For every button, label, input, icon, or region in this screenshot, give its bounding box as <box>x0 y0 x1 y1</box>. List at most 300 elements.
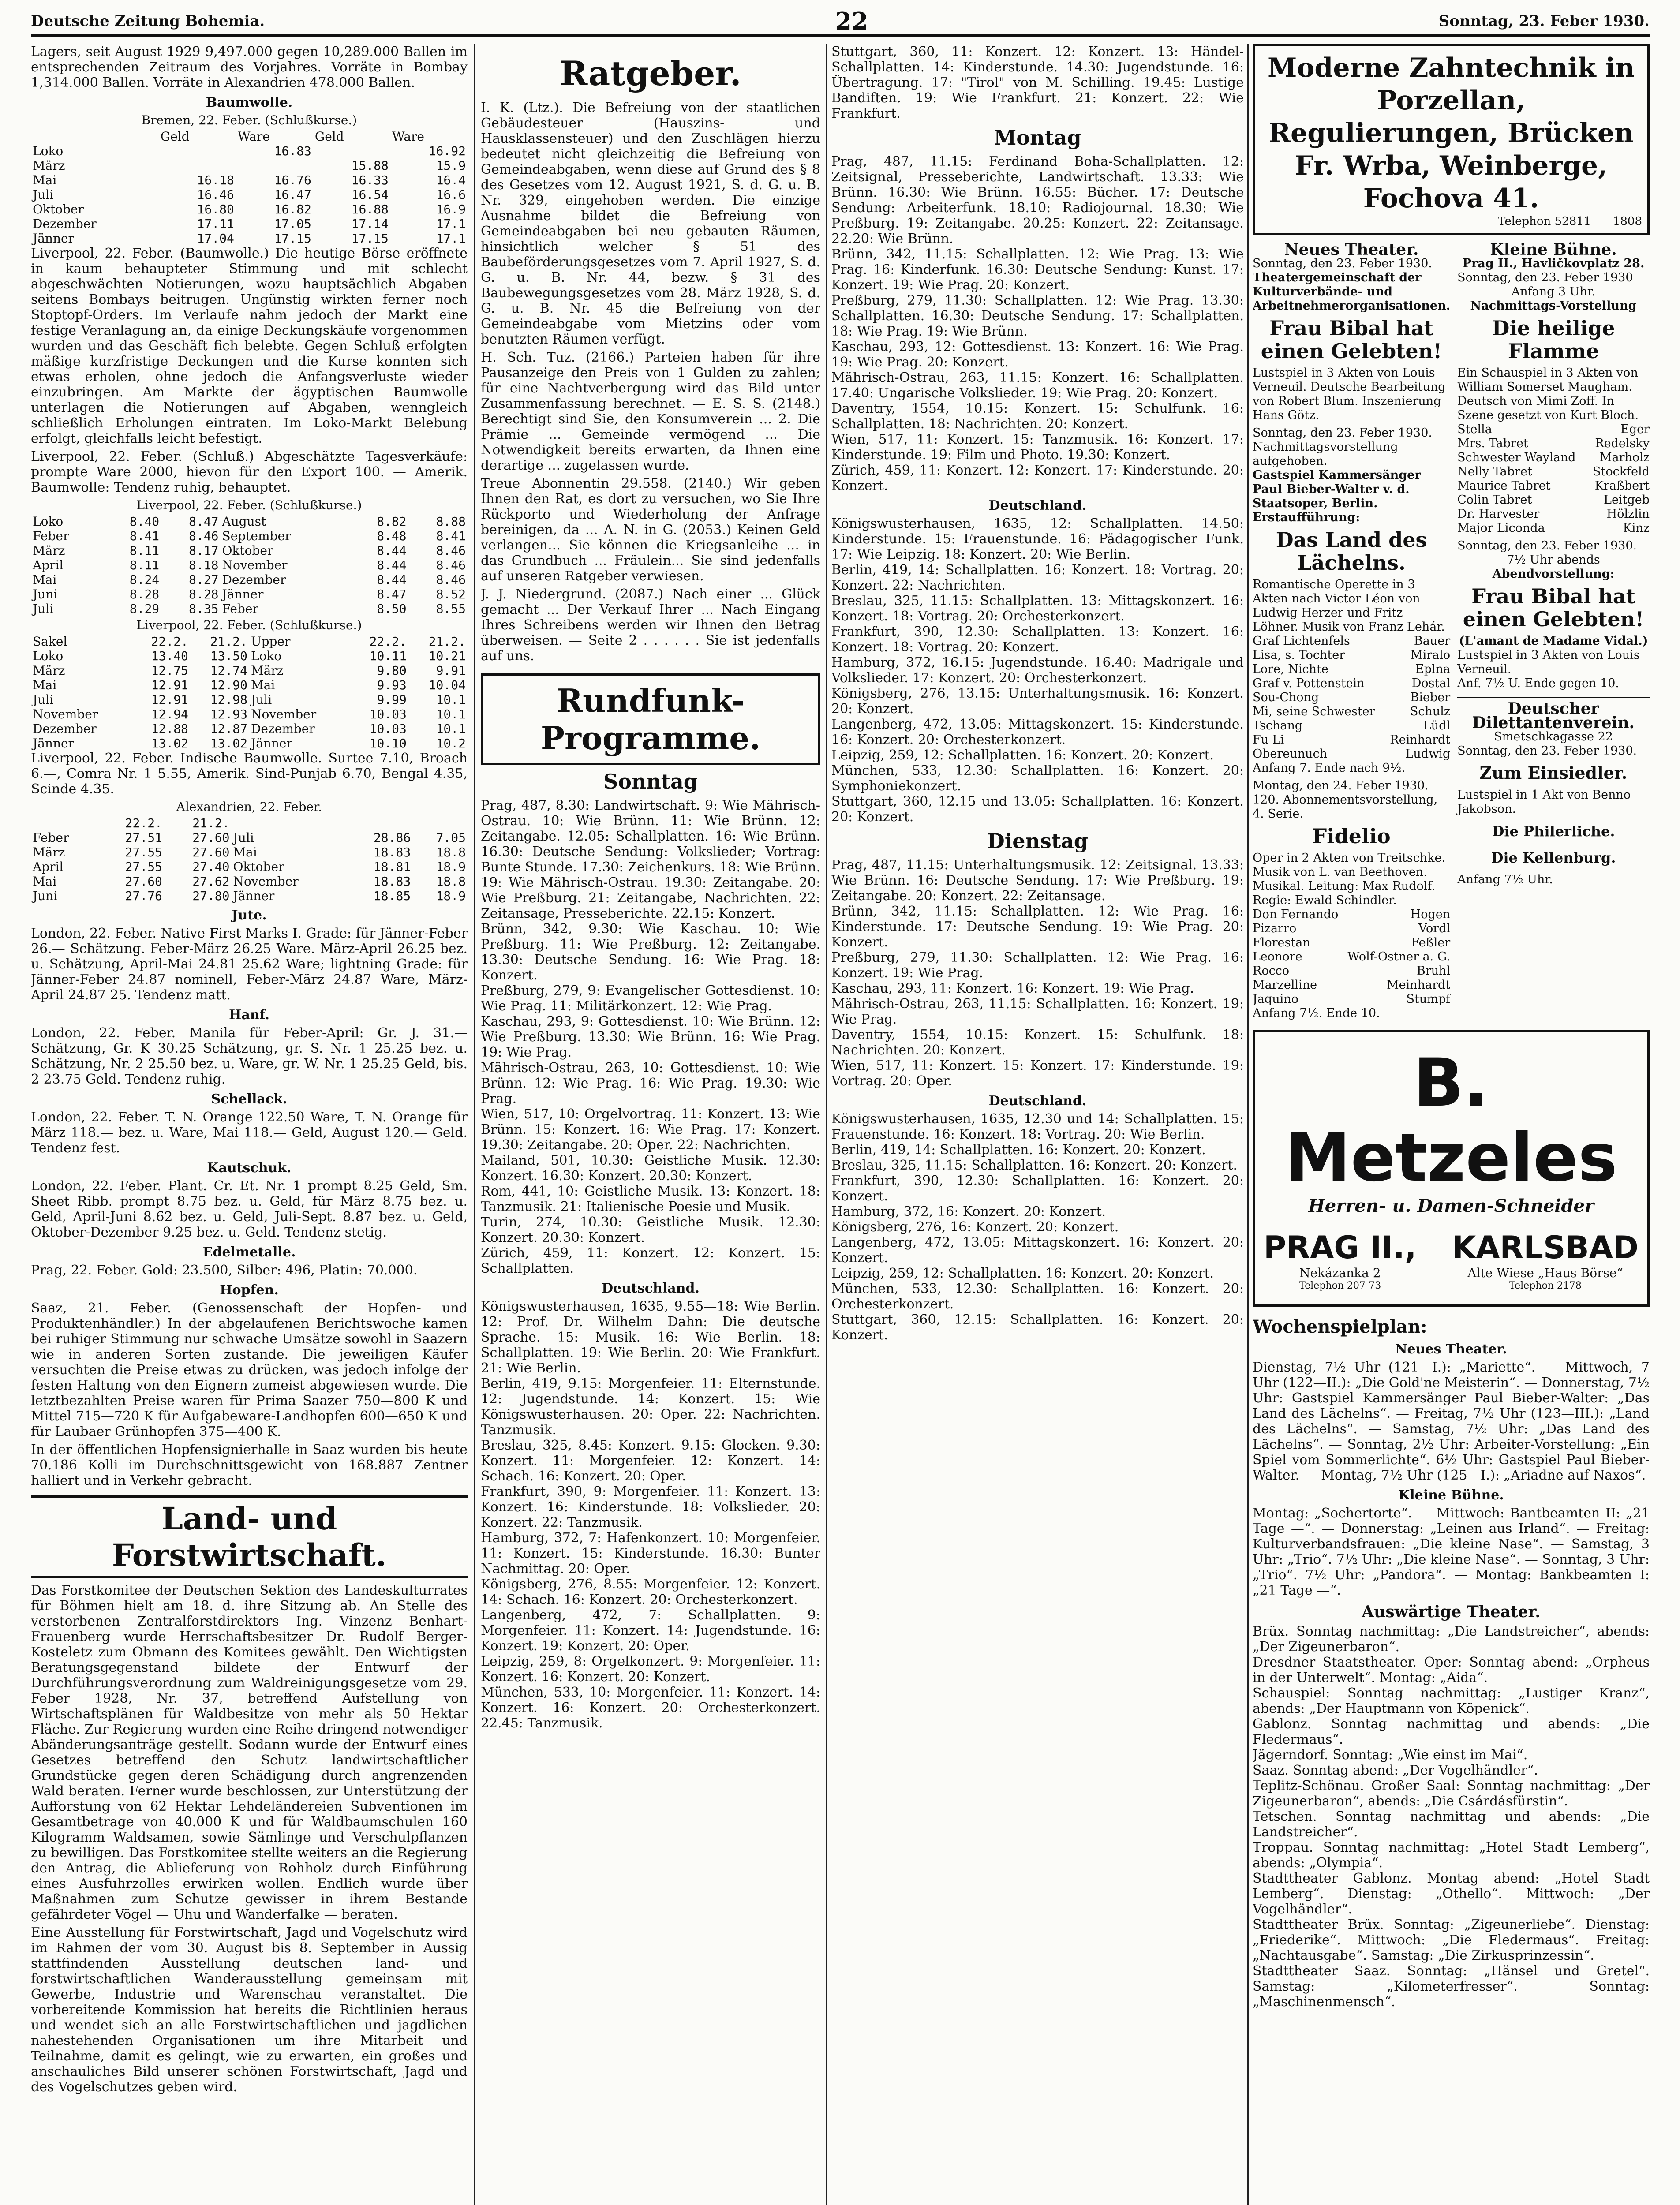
section-title-hanf: Hanf. <box>229 1007 269 1023</box>
section-title-kautschuk: Kautschuk. <box>207 1160 292 1176</box>
role-name: Rocco <box>1253 964 1290 978</box>
actor-name: Kraßbert <box>1594 479 1650 493</box>
table-cell: Jänner <box>233 889 275 903</box>
cast-row <box>1253 747 1450 761</box>
table-cell: 8.41 <box>436 529 466 543</box>
table-cell: 12.98 <box>210 692 247 707</box>
cast-row <box>1253 705 1450 719</box>
table-cell: 27.62 <box>192 874 230 889</box>
table-cell: Loko <box>33 514 64 529</box>
table-cell: August <box>222 514 266 529</box>
table-cell <box>31 816 97 830</box>
cast-row <box>1253 719 1450 733</box>
table-cell: 16.18 <box>197 173 234 187</box>
actor-name: Vordl <box>1418 922 1451 935</box>
table-cell: Mai <box>33 874 57 889</box>
day-heading-sonntag: Sonntag <box>603 770 698 793</box>
evening-time: 7½ Uhr abends <box>1507 553 1600 567</box>
table-cell: Dezember <box>251 721 315 736</box>
actor-name: Wolf-Ostner a. G. <box>1347 950 1451 964</box>
table-cell <box>31 129 159 144</box>
table-cell: 16.4 <box>436 173 466 187</box>
dilettanten-address: Smetschkagasse 22 <box>1494 730 1613 744</box>
program-montag: Prag, 487, 11.15: Ferdinand Boha-Schallplatten. 12: Zeitsignal, Presseberichte, Landwirtschaft. 13.33: Wie Brünn. 16.30: Wie Brünn. 16.55: Bücher. 17: Deutsche Sendung: Arbeiterfunk. 18.10: Radiojournal. 18.30: Wie Preßburg. 19: Zeitangabe. 20.25: Konzert. 22: Zeitansage. 22.20: Wie Brünn. Brünn, 342, 11.15: Schallplatten. 12: Wie Prag. 13: Wie Prag. 16: Kinderfunk. 16.30: Deutsche Sendung: Kunst. 17: Konzert. 19: Wie Prag. 20: Konzert. Preßburg, 279, 11.30: Schallplatten. 12: Wie Prag. 13.30: Schallplatten. 16.30: Deutsche Sendung. 17: Schallplatten. 18: Wie Prag. 19: Wie Brünn. Kaschau, 293, 12: Gottesdienst. 13: Konzert. 16: Wie Prag. 19: Wie Prag. 20: Konzert. Mährisch-Ostrau, 263, 11.15: Konzert. 16: Schallplatten. 17.40: Ungarische Volkslieder. 19: Wie Prag. 20: Konzert. Daventry, 1554, 10.15: Konzert. 15: Schulfunk. 16: Schallplatten. 18: Nachrichten. 20: Konzert. Wien, 517, 11: Konzert. 15: Tanzmusik. 16: Konzert. 17: Kinderstunde. 19: Film und Photo. 19.30: Konzert. Zürich, 459, 11: Konzert. 12: Konzert. 17: Kinderstunde. 20: Konzert. <box>831 154 1244 493</box>
column-rundfunk <box>831 44 1244 1345</box>
day-heading-montag: Montag <box>994 126 1081 149</box>
table-cell: September <box>222 529 291 543</box>
deutschland-heading: Deutschland. <box>602 1281 700 1296</box>
program-dienstag: Prag, 487, 11.15: Unterhaltungsmusik. 12: Zeitsignal. 13.33: Wie Brünn. 16: Deutsche Sendung. 17: Wie Preßburg. 19: Zeitangabe. 20: Konzert. 22: Zeitansage. Brünn, 342, 11.15: Schallplatten. 12: Wie Prag. 16: Kinderstunde. 17: Deutsche Sendung. 19: Wie Prag. 20: Konzert. Preßburg, 279, 11.30: Schallplatten. 12: Wie Prag. 16: Konzert. 19: Wie Prag. Kaschau, 293, 11: Konzert. 16: Konzert. 19: Wie Prag. Mährisch-Ostrau, 263, 11.15: Schallplatten. 16: Konzert. 19: Wie Prag. Daventry, 1554, 10.15: Konzert. 15: Schulfunk. 18: Nachrichten. 20: Konzert. Wien, 517, 11: Konzert. 15: Konzert. 17: Kinderstunde. 19: Vortrag. 20: Oper. <box>831 857 1244 1089</box>
actor-name: Lüdl <box>1423 719 1451 733</box>
liverpool-table <box>31 514 468 616</box>
column-rule <box>1247 44 1249 2205</box>
role-name: Leonore <box>1253 950 1302 964</box>
cast-row <box>1253 964 1450 978</box>
table-cell: Ware <box>392 129 424 144</box>
role-name: Dr. Harvester <box>1457 507 1540 521</box>
dilettanten-start: Anfang 7½ Uhr. <box>1457 873 1553 886</box>
actor-name: Miralo <box>1410 648 1451 662</box>
role-name: Pizarro <box>1253 922 1297 935</box>
table-row <box>31 572 468 587</box>
play-description-2: Lustspiel in 3 Akten von Louis Verneuil. <box>1457 648 1640 676</box>
liverpool-indian: Liverpool, 22. Feber. Indische Baumwolle. Surtee 7.10, Broach 6.—, Comra Nr. 1 5.55, Amerik. Sind-Punjab 6.70, Bengal 4.35, Scinde 4.35. <box>31 751 468 797</box>
actor-name: Bieber <box>1410 691 1451 704</box>
table-cell: 16.9 <box>436 202 466 217</box>
table-cell: 22.2. <box>151 634 188 649</box>
program-dienstag-deutschland: Königswusterhausen, 1635, 12.30 und 14: Schallplatten. 15: Frauenstunde. 16: Konzert. 18: Vortrag. 20: Wie Berlin. Berlin, 419, 14: Schallplatten. 16: Konzert. 20: Konzert. Breslau, 325, 11.15: Schallplatten. 16: Konzert. 20: Konzert. Frankfurt, 390, 12.30: Schallplatten. 16: Konzert. 20: Konzert. Hamburg, 372, 16: Konzert. 20: Konzert. Königsberg, 276, 16: Konzert. 20: Konzert. Langenberg, 472, 13.05: Mittagskonzert. 16: Konzert. 20: Konzert. Leipzig, 259, 12: Schallplatten. 16: Konzert. 20: Konzert. München, 533, 12.30: Schallplatten. 16: Konzert. 20: Orchesterkonzert. Stuttgart, 360, 12.15: Schallplatten. 16: Konzert. 20: Konzert. <box>831 1111 1244 1343</box>
cast-row <box>1457 422 1650 437</box>
table-cell: Juli <box>233 830 254 845</box>
neues-theater-heading: Neues Theater. <box>1395 1342 1507 1357</box>
newspaper-name: Deutsche Zeitung Bohemia. <box>31 12 265 30</box>
cast-row <box>1457 521 1650 535</box>
ad-metzeles-prag <box>1264 1230 1416 1291</box>
theater-address: Prag II., Havličkovplatz 28. <box>1462 257 1645 270</box>
table-cell: Mai <box>33 572 57 587</box>
table-cell: 8.82 <box>377 514 407 529</box>
table-cell: Juli <box>251 692 272 707</box>
kleine-buehne-heading: Kleine Bühne. <box>1398 1487 1504 1503</box>
table-cell: 10.1 <box>436 721 466 736</box>
table-cell: 8.28 <box>129 587 160 602</box>
program-stuttgart: Stuttgart, 360, 11: Konzert. 12: Konzert. 13: Händel-Schallplatten. 14: Kinderstunde. 14.30: Jugendstunde. 16: Übertragung. 17: "Tirol" von M. Schilling. 19.45: Lustige Bandiften. 19: Wie Frankfurt. 21: Konzert. 22: Wie Frankfurt. <box>831 44 1244 121</box>
table-cell: 16.83 <box>274 144 311 158</box>
rundfunk-title: Rundfunk-Programme. <box>540 682 761 757</box>
table-cell: 28.86 <box>373 830 411 845</box>
cast-row <box>1253 691 1450 705</box>
bremen-heading: Bremen, 22. Feber. (Schlußkurse.) <box>141 113 357 127</box>
ad-metzeles-brand: B. Metzeles <box>1284 1045 1618 1196</box>
ad-zahntechnik-code: 1808 <box>1613 215 1642 228</box>
cast-row <box>1457 451 1650 465</box>
role-name: Lisa, s. Tochter <box>1253 648 1345 662</box>
table-cell <box>236 158 313 173</box>
cast-row <box>1253 676 1450 691</box>
program-sonntag-deutschland: Königswusterhausen, 1635, 9.55—18: Wie Berlin. 12: Prof. Dr. Wilhelm Dahn: Die deutsche Sprache. 15: Musik. 16: Wie Berlin. 18: Schallplatten. 19: Wie Berlin. 20: Wie Frankfurt. 21: Wie Berlin. Berlin, 419, 9.15: Morgenfeier. 11: Elternstunde. 12: Jugendstunde. 14: Konzert. 15: Wie Königswusterhausen. 20: Oper. 22: Nachrichten. Tanzmusik. Breslau, 325, 8.45: Konzert. 9.15: Glocken. 9.30: Konzert. 11: Morgenfeier. 12: Konzert. 14: Schach. 16: Konzert. 20: Oper. Frankfurt, 390, 9: Morgenfeier. 11: Konzert. 13: Konzert. 16: Kinderstunde. 18: Volkslieder. 20: Konzert. 22: Tanzmusik. Hamburg, 372, 7: Hafenkonzert. 10: Morgenfeier. 11: Konzert. 15: Kinderstunde. 16.30: Bunter Nachmittag. 20: Oper. Königsberg, 276, 8.55: Morgenfeier. 12: Konzert. 14: Schach. 16: Konzert. 20: Orchesterkonzert. Langenberg, 472, 7: Schallplatten. 9: Morgenfeier. 11: Konzert. 14: Jugendstunde. 16: Konzert. 19: Konzert. 20: Oper. Leipzig, 259, 8: Orgelkonzert. 9: Morgenfeier. 11: Konzert. 16: Konzert. 20: Konzert. München, 533, 10: Morgenfeier. 11: Konzert. 14: Konzert. 16: Konzert. 20: Orchesterkonzert. 22.45: Tanzmusik. <box>481 1299 820 1731</box>
theater-note-3: 120. Abonnementsvorstellung, 4. Serie. <box>1253 793 1438 821</box>
section-title-hopfen: Hopfen. <box>220 1282 279 1298</box>
table-cell: Dezember <box>33 217 97 231</box>
table-cell: 8.46 <box>436 543 466 558</box>
cast-row <box>1253 922 1450 936</box>
section-title-jute: Jute. <box>232 908 267 923</box>
play-title: Frau Bibal hat einen Gelebten! <box>1261 316 1442 363</box>
table-cell: 21.2. <box>428 634 466 649</box>
table-cell: 18.8 <box>436 874 466 889</box>
section-title-schellack: Schellack. <box>211 1091 288 1107</box>
table-row <box>31 217 468 231</box>
table-cell: November <box>233 874 299 889</box>
page-number: 22 <box>835 7 868 35</box>
table-cell: März <box>33 158 65 173</box>
table-cell: 12.90 <box>210 678 247 692</box>
section-title-baumwolle: Baumwolle. <box>206 95 293 110</box>
role-name: Maurice Tabret <box>1457 479 1551 493</box>
role-name: Major Liconda <box>1457 521 1545 535</box>
table-cell: 13.02 <box>210 736 247 751</box>
table-row <box>31 202 468 217</box>
cast-list-3 <box>1253 908 1450 1006</box>
table-row <box>31 187 468 202</box>
table-cell: 15.88 <box>351 158 389 173</box>
section-title-edelmetalle: Edelmetalle. <box>202 1245 296 1260</box>
table-cell: 27.51 <box>125 830 162 845</box>
start-time: Anfang 3 Uhr. <box>1511 285 1596 299</box>
table-cell: 18.8 <box>436 845 466 860</box>
table-cell: 16.46 <box>197 187 234 202</box>
column-theater <box>1253 44 1650 2012</box>
ratgeber-entry-2: H. Sch. Tuz. (2166.) Parteien haben für ihre Pausanzeige den Preis von 1 Gulden zu zahlen; für eine Nachtverbergung wird das Bild unter Zusammenfassung berechnet. — E. S. S. (2148.) Berechtigt sind Sie, den Konsumverein ... 2. Die Prämie ... Gemeinde vermögend ... Die Notwendigkeit bereits erwarten, da Ihnen eine derartige ... zugelassen wurde. <box>481 350 820 473</box>
alexandria-table <box>31 816 468 903</box>
theater-info: Theatergemeinschaft der Kulturverbände- und Arbeitnehmerorganisationen. <box>1253 271 1451 313</box>
play-times: Anfang 7. Ende nach 9½. <box>1253 761 1406 775</box>
table-cell: 17.04 <box>197 231 234 246</box>
table-cell: 16.92 <box>428 144 466 158</box>
play-description-3: Oper in 2 Akten von Treitschke. Musik von L. van Beethoven. Musikal. Leitung: Max Rudolf. Regie: Ewald Schindler. <box>1253 851 1446 907</box>
table-cell: 21.2. <box>210 634 247 649</box>
table-cell: 16.88 <box>351 202 389 217</box>
abend-label: Abendvorstellung: <box>1492 567 1615 581</box>
table-row <box>31 707 468 721</box>
deutschland-heading-3: Deutschland. <box>988 1093 1087 1109</box>
column-rule <box>474 44 475 2205</box>
cast-row <box>1457 507 1650 521</box>
cast-row <box>1457 465 1650 479</box>
table-cell: November <box>251 707 317 721</box>
ad-metzeles-karlsbad <box>1452 1230 1639 1291</box>
table-cell: 18.83 <box>373 874 411 889</box>
table-row <box>31 129 468 144</box>
table-cell: Juni <box>33 587 58 602</box>
table-cell: März <box>251 663 284 678</box>
column-ratgeber <box>481 44 820 1734</box>
table-cell: März <box>33 663 65 678</box>
table-row <box>31 587 468 602</box>
actor-name: Reinhardt <box>1390 733 1451 747</box>
dilettanten-play-3: Die Kellenburg. <box>1491 849 1616 866</box>
table-row <box>31 514 468 529</box>
table-cell: Jänner <box>33 231 74 246</box>
table-cell: 12.87 <box>210 721 247 736</box>
table-cell: 10.03 <box>369 721 407 736</box>
table-cell: 8.88 <box>436 514 466 529</box>
edelmetalle-report: Prag, 22. Feber. Gold: 23.500, Silber: 496, Platin: 70.000. <box>31 1263 418 1278</box>
table-cell: 27.60 <box>192 845 230 860</box>
table-cell: 10.10 <box>369 736 407 751</box>
theater-date-2: Sonntag, den 23. Feber 1930. <box>1457 539 1637 553</box>
table-cell: Mai <box>33 173 57 187</box>
gastspiel-info: Gastspiel Kammersänger Paul Bieber-Walter v. d. Staatsoper, Berlin. <box>1253 468 1421 510</box>
theater-kleine-buehne <box>1457 240 1650 1020</box>
role-name: Lore, Nichte <box>1253 662 1328 676</box>
table-row <box>31 721 468 736</box>
table-cell: 27.76 <box>125 889 162 903</box>
dilettanten-block <box>1457 697 1650 887</box>
table-cell: 16.80 <box>197 202 234 217</box>
table-cell: 16.76 <box>274 173 311 187</box>
table-row <box>31 173 468 187</box>
actor-name: Hölzlin <box>1606 507 1650 521</box>
section-title-land-forst: Land- und Forstwirtschaft. <box>31 1495 468 1578</box>
theater-listings <box>1253 240 1650 1020</box>
table-cell: 8.47 <box>189 514 219 529</box>
table-cell: 8.11 <box>129 543 160 558</box>
day-heading-dienstag: Dienstag <box>987 829 1089 853</box>
theater-date-2: Sonntag, den 23. Feber 1930. <box>1253 426 1432 440</box>
table-row <box>31 692 468 707</box>
table-cell: 16.82 <box>274 202 311 217</box>
table-cell: Geld <box>160 129 190 144</box>
role-name: Sou-Chong <box>1253 691 1319 704</box>
table-cell: 9.91 <box>436 663 466 678</box>
table-cell: 21.2. <box>192 816 230 830</box>
table-cell: 17.15 <box>351 231 389 246</box>
ad-zahntechnik-phone: Telephon 52811 <box>1498 215 1591 228</box>
table-cell: Sakel <box>33 634 67 649</box>
actor-name: Kinz <box>1623 521 1650 535</box>
cast-row <box>1457 493 1650 507</box>
table-cell: 8.46 <box>189 529 219 543</box>
table-cell: 16.47 <box>274 187 311 202</box>
cast-row <box>1457 437 1650 451</box>
table-cell: 15.9 <box>436 158 466 173</box>
dilettanten-date: Sonntag, den 23. Feber 1930. <box>1457 744 1637 758</box>
table-cell: 9.93 <box>377 678 407 692</box>
table-cell: 8.40 <box>129 514 160 529</box>
wochenspielplan-kleine: Montag: „Sochertorte“. — Mittwoch: Bantbeamten II: „21 Tage —“. — Donnerstag: „Leinen aus Irland“. — Freitag: Kulturverbandsfrauen: „Die kleine Nase“. — Samstag, 3 Uhr: „Trio“. 7½ Uhr: „Die kleine Nase“. — Sonntag, 3 Uhr: „Trio“. 7½ Uhr: „Pandora“. — Montag: Bankbeamten I: „21 Tage —“. <box>1253 1506 1650 1598</box>
address-prag: Nekázanka 2 <box>1299 1266 1381 1280</box>
ad-zahntechnik-footer <box>1260 215 1642 228</box>
table-row <box>31 602 468 616</box>
market-intro: Lagers, seit August 1929 9,497.000 gegen 10,289.000 Ballen im entsprechenden Zeitraum des Vorjahres. Vorräte in Bombay 1,314.000 Ballen. Vorräte in Alexandrien 478.000 Ballen. <box>31 44 468 90</box>
hopfen-report-2: In der öffentlichen Hopfensignierhalle in Saaz wurden bis heute 70.186 Kolli im Durchschnittsgewicht von 168.887 Zentner halliert und in Verkehr gebracht. <box>31 1442 468 1488</box>
table-cell: 12.93 <box>210 707 247 721</box>
liverpool-heading-2: Liverpool, 22. Feber. (Schlußkurse.) <box>136 618 362 632</box>
table-cell: 18.85 <box>373 889 411 903</box>
deutschland-heading-2: Deutschland. <box>988 498 1087 513</box>
actor-name: Bruhl <box>1416 964 1451 978</box>
issue-date: Sonntag, 23. Feber 1930. <box>1438 12 1650 30</box>
table-cell: 12.91 <box>151 692 188 707</box>
cast-row <box>1253 648 1450 662</box>
page-header <box>31 8 1650 37</box>
table-cell: 7.05 <box>436 830 466 845</box>
actor-name: Leitgeb <box>1604 493 1650 507</box>
table-cell: 8.44 <box>377 543 407 558</box>
liverpool-closing: Liverpool, 22. Feber. (Schluß.) Abgeschätzte Tagesverkäufe: prompte Ware 2000, hievon für den Export 100. — Amerik. Baumwolle: Tendenz ruhig, behauptet. <box>31 449 468 495</box>
play-times-2: Anf. 7½ U. Ende gegen 10. <box>1457 676 1619 690</box>
play-times-3: Anfang 7½. Ende 10. <box>1253 1006 1380 1020</box>
table-cell: Mai <box>251 678 275 692</box>
table-cell: 13.02 <box>151 736 188 751</box>
table-cell: Juli <box>33 692 54 707</box>
cast-row <box>1253 936 1450 950</box>
role-name: Fu Li <box>1253 733 1284 747</box>
table-cell: Feber <box>222 602 258 616</box>
table-cell: Jänner <box>222 587 264 602</box>
table-row <box>31 649 468 663</box>
table-cell: 10.2 <box>436 736 466 751</box>
table-cell: März <box>33 543 65 558</box>
table-cell: 12.88 <box>151 721 188 736</box>
actor-name: Dostal <box>1411 676 1451 690</box>
table-cell: 17.11 <box>197 217 234 231</box>
theater-neues <box>1253 240 1451 1020</box>
table-row <box>31 889 468 903</box>
ad-zahntechnik <box>1253 44 1650 235</box>
table-row <box>31 529 468 543</box>
cast-row <box>1253 908 1450 922</box>
role-name: Obereunuch <box>1253 747 1327 761</box>
role-name: Graf Lichtenfels <box>1253 634 1350 648</box>
actor-name: Eplna <box>1415 662 1451 676</box>
table-cell: 13.40 <box>151 649 188 663</box>
table-cell: Oktober <box>222 543 273 558</box>
table-cell: 10.11 <box>369 649 407 663</box>
table-cell: November <box>33 707 98 721</box>
auswaertige-title: Auswärtige Theater. <box>1362 1603 1541 1621</box>
table-cell: 10.04 <box>428 678 466 692</box>
play-description: Ein Schauspiel in 3 Akten von William Somerset Maugham. Deutsch von Mimi Zoff. In Szene gesetzt von Kurt Bloch. <box>1457 366 1639 422</box>
table-cell <box>159 144 236 158</box>
table-cell: 17.05 <box>274 217 311 231</box>
cast-list <box>1457 422 1650 535</box>
dilettanten-play: Zum Einsiedler. <box>1479 763 1628 783</box>
table-cell: 13.50 <box>210 649 247 663</box>
table-cell: 27.55 <box>125 860 162 874</box>
role-name: Colin Tabret <box>1457 493 1532 507</box>
land-article-2: Eine Ausstellung für Forstwirtschaft, Jagd und Vogelschutz wird im Rahmen der vom 30. August bis 8. September in Aussig stattfindenden Ausstellung deutschen land- und forstwirtschaftlichen Wanderausstellung gemeinsam mit Gewerbe, Industrie und Warenschau veranstaltet. Die vorbereitende Kommission hat bereits die Richtlinien heraus und wendet sich an alle Forstwirtschaftlichen und jagdlichen nahestehenden Organisationen um ihre Mitarbeit und Teilnahme, damit es gelingt, wie zu erwarten, ein großes und anschauliches Bild unserer schönen Forstwirtschaft, Jagd und des Vogelschutzes geben wird. <box>31 1925 468 2095</box>
table-cell: Dezember <box>222 572 286 587</box>
table-row <box>31 845 468 860</box>
table-cell: Feber <box>33 830 69 845</box>
liverpool-heading: Liverpool, 22. Feber. (Schlußkurse.) <box>136 498 362 512</box>
table-cell: 27.60 <box>192 830 230 845</box>
column-rule <box>826 44 827 2205</box>
erstauffuehrung-label: Erstaufführung: <box>1253 511 1360 524</box>
theater-name: Neues Theater. <box>1284 240 1419 259</box>
actor-name: Feßler <box>1411 936 1451 949</box>
role-name: Marzelline <box>1253 978 1317 992</box>
ratgeber-entry-3: Treue Abonnentin 29.558. (2140.) Wir geben Ihnen den Rat, es dort zu versuchen, wo Sie Ihre Rückporto und Wiederholung der Anfrage bereinigen, da ... A. N. in G. (2053.) Keinen Geld verlangen... Sie können die Kriegsanleihe ... in das Grundbuch ... Fräulein... Sie sind jedenfalls auf unseren Ratgeber verwiesen. <box>481 476 820 584</box>
table-row <box>31 158 468 173</box>
ratgeber-entry-1: I. K. (Ltz.). Die Befreiung von der staatlichen Gebäudesteuer (Hauszins- und Hausklassensteuer) und den Zuschlägen hierzu bedeutet nicht gleichzeitig die Befreiung von Gemeindeabgaben, wenn diese auf Grund des § 8 des Gesetzes vom 12. August 1921, S. d. G. u. B. Nr. 329, eingehoben werden. Die einzige Ausnahme bildet die Befreiung von Gemeindeabgaben bei neu gebauten Räumen, hinsichtlich welcher § 51 des Baubeförderungsgesetzes vom 7. April 1927, S. d. G. u. B. Nr. 44, bezw. § 31 des Baubewegungsgesetzes vom 28. März 1928, S. d. G. u. B. Nr. 45 die Befreiung von der Gemeindeabgabe vom Mietzins oder vom benutzten Räumen verfügt. <box>481 100 820 347</box>
auswaertige-listing: Brüx. Sonntag nachmittag: „Die Landstreicher“, abends: „Der Zigeunerbaron“. Dresdner Staatstheater. Oper: Sonntag abend: „Orpheus in der Unterwelt“. Montag: „Aida“. Schauspiel: Sonntag nachmittag: „Lustiger Kranz“, abends: „Der Hauptmann von Köpenick“. Gablonz. Sonntag nachmittag und abends: „Die Fledermaus“. Jägerndorf. Sonntag: „Wie einst im Mai“. Saaz. Sonntag abend: „Der Vogelhändler“. Teplitz-Schönau. Großer Saal: Sonntag nachmittag: „Der Zigeunerbaron“, abends: „Die Csárdásfürstin“. Tetschen. Sonntag nachmittag und abends: „Die Landstreicher“. Troppau. Sonntag nachmittag: „Hotel Stadt Lemberg“, abends: „Olympia“. Stadttheater Gablonz. Montag abend: „Hotel Stadt Lemberg“. Dienstag: „Othello“. Mittwoch: „Der Vogelhändler“. Stadttheater Brüx. Sonntag: „Zigeunerliebe“. Dienstag: „Friederike“. Mittwoch: „Die Fledermaus“. Freitag: „Nachtausgabe“. Samstag: „Die Zirkusprinzessin“. Stadttheater Saaz. Sonntag: „Hänsel und Gretel“. Samstag: „Kilometerfresser“. Sonntag: „Maschinenmensch“. <box>1253 1624 1650 2010</box>
program-sonntag: Prag, 487, 8.30: Landwirtschaft. 9: Wie Mährisch-Ostrau. 10: Wie Brünn. 11: Wie Brünn. 12: Zeitangabe. 12.05: Schallplatten. 16: Wie Brünn. 16.30: Deutsche Sendung: Volkslieder; Vortrag: Bunte Stunde. 17.30: Zeichenkurs. 18: Wie Brünn. 19: Wie Mährisch-Ostrau. 19.30: Zeitangabe. 20: Wie Preßburg. 21: Zeitangabe, Nachrichten. 22: Zeitansage, Presseberichte. 22.15: Konzert. Brünn, 342, 9.30: Wie Kaschau. 10: Wie Preßburg. 11: Wie Preßburg. 12: Zeitangabe. 13.30: Deutsche Sendung. 16: Wie Prag. 18: Konzert. Preßburg, 279, 9: Evangelischer Gottesdienst. 10: Wie Prag. 11: Militärkonzert. 12: Wie Prag. Kaschau, 293, 9: Gottesdienst. 10: Wie Brünn. 12: Wie Preßburg. 13.30: Wie Brünn. 16: Wie Prag. 19: Wie Prag. Mährisch-Ostrau, 263, 10: Gottesdienst. 10: Wie Brünn. 12: Wie Prag. 16: Wie Prag. 19.30: Wie Prag. Wien, 517, 10: Orgelvortrag. 11: Konzert. 13: Wie Brünn. 15: Konzert. 16: Wie Prag. 17: Konzert. 19.30: Zeitangabe. 20: Oper. 22: Nachrichten. Mailand, 501, 10.30: Geistliche Musik. 12.30: Konzert. 16.30: Konzert. 20.30: Konzert. Rom, 441, 10: Geistliche Musik. 13: Konzert. 18: Tanzmusik. 21: Italienische Poesie und Musik. Turin, 274, 10.30: Geistliche Musik. 12.30: Konzert. 20.30: Konzert. Zürich, 459, 11: Konzert. 12: Konzert. 15: Schallplatten. <box>481 798 820 1276</box>
table-cell: Ware <box>237 129 270 144</box>
table-cell: 18.83 <box>373 845 411 860</box>
play-title-2: Frau Bibal hat einen Gelebten! <box>1463 584 1644 631</box>
liverpool-report: Liverpool, 22. Feber. (Baumwolle.) Die heutige Börse eröffnete in kaum behaupteter Stimmung und mit schlecht abgeschwächten Notierungen, wozu hauptsächlich Abgaben seitens Bombays beitrugen. Ungünstig wirkten ferner noch Stoptopf-Orders. Im Verlaufe nahm jedoch der Markt eine festige Veranlagung an, da einige Deckungskäufe vorgenommen wurden und das Geschäft fich belebte. Gegen Schluß erfolgten mäßige kurzfristige Deckungen und die Kurse konnten sich etwas erholen, ohne jedoch die Anfangsverluste wieder einzubringen. Am Markte der ägyptischen Baumwolle unterlagen die Notierungen auf Abgaben, wenngleich schließlich Erholungen eintraten. Im Loko-Markt Belebung erfolgt, gleichfalls leicht befestigt. <box>31 246 468 446</box>
role-name: Nelly Tabret <box>1457 465 1532 478</box>
table-row <box>31 860 468 874</box>
table-cell: April <box>33 860 64 874</box>
actor-name: Bauer <box>1414 634 1451 648</box>
play-subtitle-2: (L'amant de Madame Vidal.) <box>1459 634 1648 648</box>
table-cell: 17.1 <box>436 217 466 231</box>
table-cell: 12.91 <box>151 678 188 692</box>
table-row <box>31 144 468 158</box>
table-cell: 22.2. <box>125 816 162 830</box>
phone-prag: Telephon 207-73 <box>1299 1280 1381 1291</box>
play-title-3: Fidelio <box>1312 824 1391 848</box>
table-row <box>31 816 468 830</box>
table-cell: April <box>33 558 64 572</box>
table-cell: Juni <box>33 889 58 903</box>
theater-date-3: Montag, den 24. Feber 1930. <box>1253 779 1429 792</box>
play-description-2: Romantische Operette in 3 Akten nach Victor Léon von Ludwig Herzer und Fritz Löhner. Musik von Franz Lehár. <box>1253 578 1445 634</box>
table-cell: Oktober <box>33 202 84 217</box>
actor-name: Redelsky <box>1595 437 1650 450</box>
role-name: Mrs. Tabret <box>1457 437 1528 450</box>
ad-zahntechnik-headline: Moderne Zahntechnik in Porzellan, Regulierungen, Brücken <box>1267 52 1635 149</box>
table-cell: Loko <box>33 649 64 663</box>
table-cell: 8.44 <box>377 558 407 572</box>
rundfunk-banner <box>481 673 820 765</box>
dilettanten-text: Lustspiel in 1 Akt von Benno Jakobson. <box>1457 788 1631 816</box>
table-cell: 8.47 <box>377 587 407 602</box>
ad-metzeles <box>1253 1030 1650 1307</box>
wochenspielplan-title: Wochenspielplan: <box>1253 1316 1427 1337</box>
city-prag: PRAG II., <box>1264 1230 1417 1266</box>
table-cell: 10.1 <box>436 692 466 707</box>
table-cell: 8.29 <box>129 602 160 616</box>
table-cell: 9.80 <box>377 663 407 678</box>
kautschuk-report: London, 22. Feber. Plant. Cr. Et. Nr. 1 prompt 8.25 Geld, Sm. Sheet Ribb. prompt 8.75 bez. u. Geld, für März 8.75 bez. u. Geld, April-Juni 8.62 bez. u. Geld, Juli-Sept. 8.87 bez. u. Geld, Oktober-Dezember 9.25 bez. u. Geld. Tendenz stetig. <box>31 1178 468 1240</box>
table-row <box>31 830 468 845</box>
role-name: Stella <box>1457 422 1492 436</box>
table-row <box>31 663 468 678</box>
phone-karlsbad: Telephon 2178 <box>1509 1280 1582 1291</box>
table-cell: 8.18 <box>189 558 219 572</box>
table-cell: Dezember <box>33 721 97 736</box>
table-cell: 10.1 <box>436 707 466 721</box>
table-cell: 18.9 <box>436 860 466 874</box>
table-cell: 9.99 <box>377 692 407 707</box>
table-cell: Upper <box>251 634 291 649</box>
city-karlsbad: KARLSBAD <box>1452 1230 1639 1266</box>
table-row <box>31 634 468 649</box>
table-cell: 27.60 <box>125 874 162 889</box>
theater-name: Kleine Bühne. <box>1490 240 1617 259</box>
table-cell: 8.35 <box>189 602 219 616</box>
address-karlsbad: Alte Wiese „Haus Börse“ <box>1467 1266 1623 1280</box>
table-cell: 27.40 <box>192 860 230 874</box>
table-cell: 18.81 <box>373 860 411 874</box>
table-cell: 12.74 <box>210 663 247 678</box>
wochenspielplan-neues: Dienstag, 7½ Uhr (121—I.): „Mariette“. — Mittwoch, 7 Uhr (122—II.): „Die Gold'ne Meisterin“. — Donnerstag, 7½ Uhr: Gastspiel Kammersänger Paul Bieber-Walter: „Das Land des Lächelns“. — Freitag, 7½ Uhr (123—III.): „Land des Lächelns“. — Samstag, 7½ Uhr: „Das Land des Lächelns“. — Sonntag, 2½ Uhr: Arbeiter-Vorstellung: „Ein Spiel vom Sommerlichte“. 6½ Uhr: Gastspiel Paul Bieber-Walter. — Montag, 7½ Uhr (125—I.): „Ariadne auf Naxos“. <box>1253 1360 1650 1483</box>
